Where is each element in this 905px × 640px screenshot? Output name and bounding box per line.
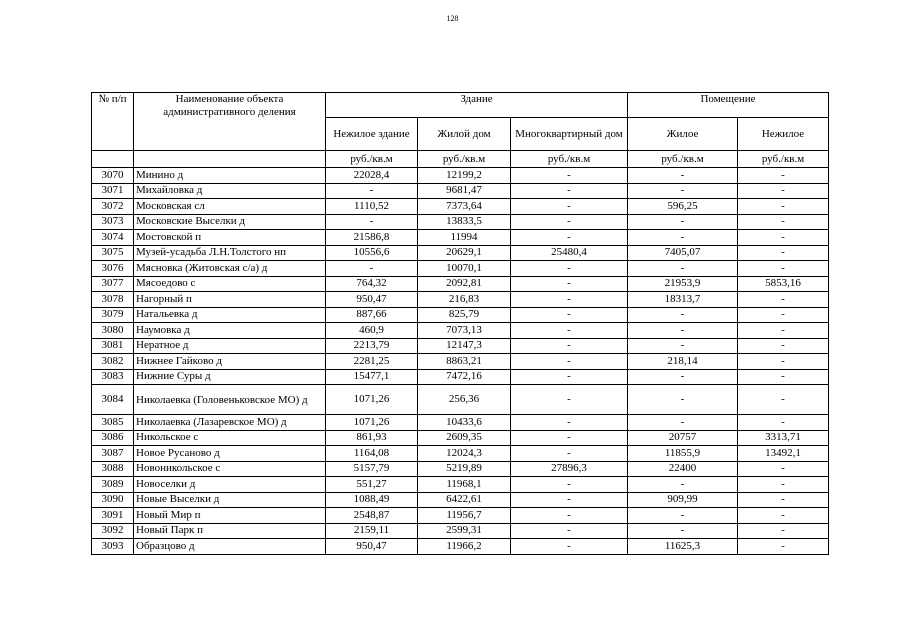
- row-value: -: [511, 168, 628, 184]
- row-value: 256,36: [418, 385, 511, 415]
- row-value: -: [511, 199, 628, 215]
- row-value: -: [628, 261, 738, 277]
- row-value: -: [628, 183, 738, 199]
- table-row: [92, 369, 829, 385]
- row-number: 3083: [92, 369, 134, 385]
- row-value: -: [738, 199, 829, 215]
- table-row: [92, 168, 829, 184]
- row-value: -: [738, 183, 829, 199]
- row-value: 5853,16: [738, 276, 829, 292]
- page-number: 128: [446, 14, 459, 23]
- row-name: Образцово д: [134, 539, 326, 555]
- row-number: 3082: [92, 354, 134, 370]
- row-name: Мясновка (Житовская с/а) д: [134, 261, 326, 277]
- row-value: 10070,1: [418, 261, 511, 277]
- table-row: [92, 199, 829, 215]
- row-value: 10556,6: [326, 245, 418, 261]
- header-building: Здание: [326, 93, 628, 118]
- table-row: [92, 477, 829, 493]
- row-value: 13833,5: [418, 214, 511, 230]
- header-blank: [134, 151, 326, 168]
- row-value: 2281,25: [326, 354, 418, 370]
- row-name: Натальевка д: [134, 307, 326, 323]
- row-value: 825,79: [418, 307, 511, 323]
- row-value: -: [738, 477, 829, 493]
- row-value: -: [628, 508, 738, 524]
- table-row: [92, 323, 829, 339]
- row-value: -: [511, 307, 628, 323]
- row-value: 22028,4: [326, 168, 418, 184]
- row-value: -: [738, 415, 829, 431]
- header-subcol: Нежилое: [738, 118, 829, 151]
- row-number: 3074: [92, 230, 134, 246]
- table-row: [92, 261, 829, 277]
- row-number: 3085: [92, 415, 134, 431]
- row-value: -: [511, 369, 628, 385]
- row-value: -: [738, 492, 829, 508]
- row-value: -: [738, 338, 829, 354]
- row-name: Николаевка (Головеньковское МО) д: [134, 385, 326, 415]
- row-value: 18313,7: [628, 292, 738, 308]
- row-value: -: [738, 461, 829, 477]
- header-unit: руб./кв.м: [326, 151, 418, 168]
- row-value: -: [511, 183, 628, 199]
- price-table: [91, 92, 829, 555]
- row-number: 3072: [92, 199, 134, 215]
- row-value: -: [511, 354, 628, 370]
- row-value: 1071,26: [326, 385, 418, 415]
- row-name: Нижнее Гайково д: [134, 354, 326, 370]
- row-value: 887,66: [326, 307, 418, 323]
- row-value: -: [326, 214, 418, 230]
- row-value: 2548,87: [326, 508, 418, 524]
- header-subcol: Жилое: [628, 118, 738, 151]
- row-value: 20629,1: [418, 245, 511, 261]
- row-value: 10433,6: [418, 415, 511, 431]
- header-name: Наименование объекта административного деления: [134, 93, 326, 151]
- header-unit: руб./кв.м: [738, 151, 829, 168]
- row-number: 3086: [92, 430, 134, 446]
- row-value: -: [511, 385, 628, 415]
- row-value: -: [738, 168, 829, 184]
- row-value: 1088,49: [326, 492, 418, 508]
- row-value: -: [738, 354, 829, 370]
- row-value: -: [628, 385, 738, 415]
- table-row: [92, 446, 829, 462]
- row-number: 3070: [92, 168, 134, 184]
- row-value: -: [511, 292, 628, 308]
- header-subcol: Нежилое здание: [326, 118, 418, 151]
- row-value: 11968,1: [418, 477, 511, 493]
- row-value: 5219,89: [418, 461, 511, 477]
- row-name: Наумовка д: [134, 323, 326, 339]
- row-value: -: [628, 168, 738, 184]
- row-value: -: [326, 183, 418, 199]
- table-row: [92, 230, 829, 246]
- table-row: [92, 539, 829, 555]
- row-number: 3087: [92, 446, 134, 462]
- table-row: [92, 523, 829, 539]
- row-value: 7405,07: [628, 245, 738, 261]
- header-row-groups: [92, 93, 829, 118]
- row-value: -: [511, 430, 628, 446]
- row-name: Мясоедово с: [134, 276, 326, 292]
- row-number: 3075: [92, 245, 134, 261]
- row-value: 20757: [628, 430, 738, 446]
- row-value: 11956,7: [418, 508, 511, 524]
- row-value: 2213,79: [326, 338, 418, 354]
- row-name: Новый Парк п: [134, 523, 326, 539]
- row-value: -: [628, 214, 738, 230]
- header-num: № п/п: [92, 93, 134, 151]
- row-value: 15477,1: [326, 369, 418, 385]
- row-value: 460,9: [326, 323, 418, 339]
- row-number: 3089: [92, 477, 134, 493]
- table-row: [92, 430, 829, 446]
- row-value: 12024,3: [418, 446, 511, 462]
- row-number: 3091: [92, 508, 134, 524]
- table-row: [92, 276, 829, 292]
- table-row: [92, 307, 829, 323]
- row-value: -: [326, 261, 418, 277]
- header-unit: руб./кв.м: [418, 151, 511, 168]
- row-name: Новые Выселки д: [134, 492, 326, 508]
- row-value: 596,25: [628, 199, 738, 215]
- row-name: Никольское с: [134, 430, 326, 446]
- row-value: 1164,08: [326, 446, 418, 462]
- row-value: 5157,79: [326, 461, 418, 477]
- table-row: [92, 338, 829, 354]
- row-value: -: [628, 338, 738, 354]
- row-name: Минино д: [134, 168, 326, 184]
- row-number: 3073: [92, 214, 134, 230]
- row-value: 861,93: [326, 430, 418, 446]
- row-number: 3077: [92, 276, 134, 292]
- row-value: 2609,35: [418, 430, 511, 446]
- table-row: [92, 461, 829, 477]
- row-value: 13492,1: [738, 446, 829, 462]
- row-value: -: [738, 307, 829, 323]
- row-value: -: [511, 446, 628, 462]
- row-value: 1110,52: [326, 199, 418, 215]
- row-name: Московские Выселки д: [134, 214, 326, 230]
- row-value: 12147,3: [418, 338, 511, 354]
- row-value: 11855,9: [628, 446, 738, 462]
- row-value: 909,99: [628, 492, 738, 508]
- row-value: -: [628, 230, 738, 246]
- row-value: -: [738, 230, 829, 246]
- row-name: Новоникольское с: [134, 461, 326, 477]
- row-value: -: [511, 415, 628, 431]
- row-value: -: [511, 508, 628, 524]
- row-name: Новое Русаново д: [134, 446, 326, 462]
- row-value: -: [628, 369, 738, 385]
- row-value: 22400: [628, 461, 738, 477]
- row-value: 11966,2: [418, 539, 511, 555]
- row-value: 12199,2: [418, 168, 511, 184]
- row-name: Новый Мир п: [134, 508, 326, 524]
- row-value: 21586,8: [326, 230, 418, 246]
- row-number: 3092: [92, 523, 134, 539]
- row-value: 8863,21: [418, 354, 511, 370]
- row-name: Николаевка (Лазаревское МО) д: [134, 415, 326, 431]
- row-number: 3071: [92, 183, 134, 199]
- row-number: 3088: [92, 461, 134, 477]
- row-value: -: [628, 523, 738, 539]
- row-value: -: [511, 323, 628, 339]
- header-unit: руб./кв.м: [511, 151, 628, 168]
- table-row: [92, 245, 829, 261]
- row-value: -: [511, 477, 628, 493]
- row-name: Мостовской п: [134, 230, 326, 246]
- row-value: -: [628, 415, 738, 431]
- row-value: 7073,13: [418, 323, 511, 339]
- row-value: -: [511, 261, 628, 277]
- row-name: Московская сл: [134, 199, 326, 215]
- table-row: [92, 292, 829, 308]
- row-number: 3090: [92, 492, 134, 508]
- row-value: 11994: [418, 230, 511, 246]
- row-number: 3084: [92, 385, 134, 415]
- table-row: [92, 508, 829, 524]
- row-value: -: [738, 292, 829, 308]
- row-value: 2159,11: [326, 523, 418, 539]
- row-value: 2092,81: [418, 276, 511, 292]
- row-value: -: [511, 338, 628, 354]
- row-value: 21953,9: [628, 276, 738, 292]
- row-value: -: [628, 307, 738, 323]
- row-number: 3080: [92, 323, 134, 339]
- header-subcol: Жилой дом: [418, 118, 511, 151]
- row-value: 6422,61: [418, 492, 511, 508]
- header-unit: руб./кв.м: [628, 151, 738, 168]
- row-value: 9681,47: [418, 183, 511, 199]
- row-name: Нижние Суры д: [134, 369, 326, 385]
- row-name: Новоселки д: [134, 477, 326, 493]
- row-value: -: [738, 214, 829, 230]
- row-number: 3076: [92, 261, 134, 277]
- row-number: 3093: [92, 539, 134, 555]
- row-value: -: [628, 477, 738, 493]
- row-number: 3079: [92, 307, 134, 323]
- header-blank: [92, 151, 134, 168]
- row-value: 7373,64: [418, 199, 511, 215]
- row-value: -: [738, 369, 829, 385]
- table-row: [92, 183, 829, 199]
- table-row: [92, 214, 829, 230]
- row-value: 11625,3: [628, 539, 738, 555]
- row-value: -: [511, 230, 628, 246]
- row-value: 764,32: [326, 276, 418, 292]
- header-premises: Помещение: [628, 93, 829, 118]
- row-value: -: [738, 261, 829, 277]
- row-value: -: [511, 492, 628, 508]
- row-value: 551,27: [326, 477, 418, 493]
- row-number: 3081: [92, 338, 134, 354]
- row-number: 3078: [92, 292, 134, 308]
- row-name: Нератное д: [134, 338, 326, 354]
- row-value: -: [628, 323, 738, 339]
- header-row-units: [92, 151, 829, 168]
- row-value: 3313,71: [738, 430, 829, 446]
- row-value: 25480,4: [511, 245, 628, 261]
- table-row: [92, 415, 829, 431]
- row-value: 216,83: [418, 292, 511, 308]
- row-value: -: [738, 245, 829, 261]
- header-subcol: Многоквартирный дом: [511, 118, 628, 151]
- row-name: Музей-усадьба Л.Н.Толстого нп: [134, 245, 326, 261]
- row-value: -: [511, 539, 628, 555]
- row-value: 2599,31: [418, 523, 511, 539]
- row-value: -: [511, 523, 628, 539]
- row-value: 7472,16: [418, 369, 511, 385]
- row-value: -: [738, 508, 829, 524]
- row-value: 950,47: [326, 539, 418, 555]
- row-value: -: [738, 539, 829, 555]
- table-row: [92, 492, 829, 508]
- row-value: -: [738, 385, 829, 415]
- table-row: [92, 354, 829, 370]
- row-value: -: [511, 276, 628, 292]
- row-name: Михайловка д: [134, 183, 326, 199]
- row-value: 950,47: [326, 292, 418, 308]
- row-value: -: [738, 323, 829, 339]
- row-value: 218,14: [628, 354, 738, 370]
- row-value: 27896,3: [511, 461, 628, 477]
- row-value: -: [738, 523, 829, 539]
- row-name: Нагорный п: [134, 292, 326, 308]
- row-value: 1071,26: [326, 415, 418, 431]
- row-value: -: [511, 214, 628, 230]
- table-row: [92, 385, 829, 415]
